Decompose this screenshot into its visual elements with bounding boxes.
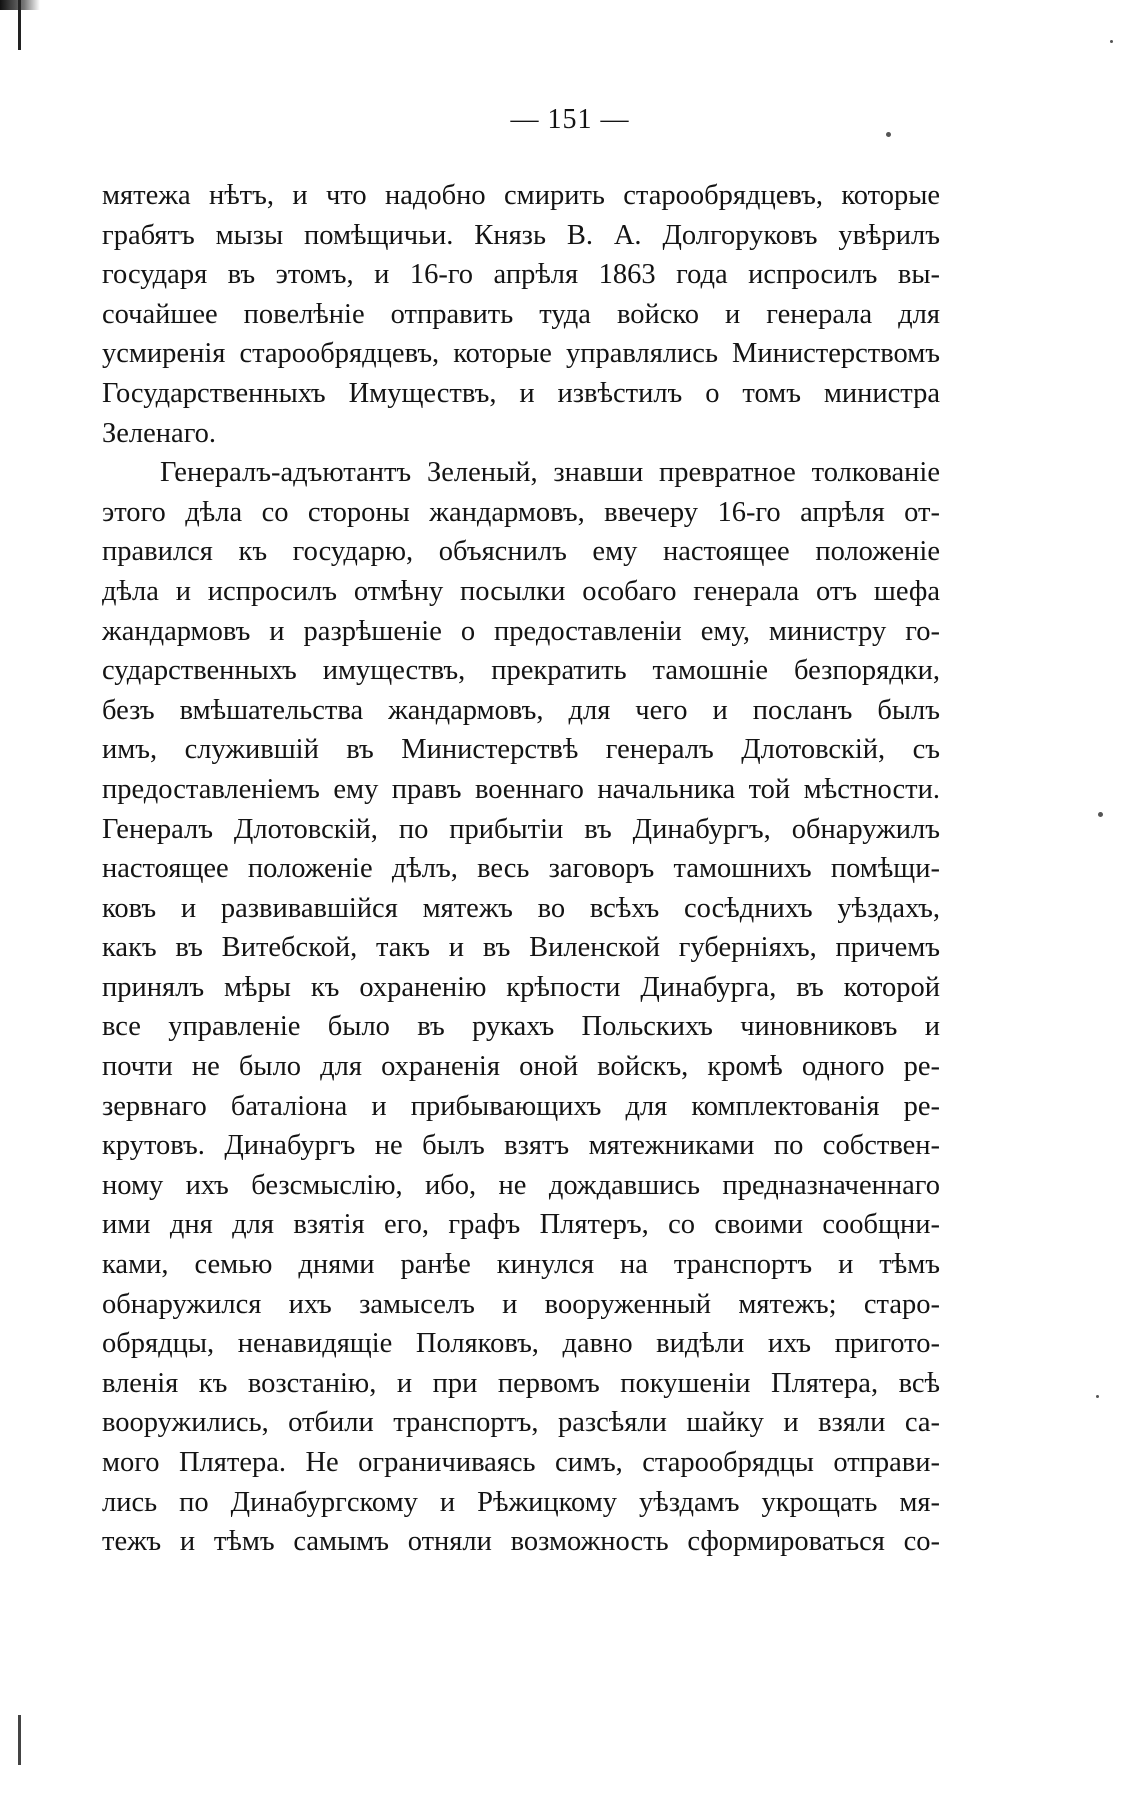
- text-line: Государственныхъ Имуществъ, и извѣстилъ о томъ министра: [102, 377, 940, 409]
- text-line: ковъ и развивавшійся мятежъ во всѣхъ сосѣднихъ уѣздахъ,: [102, 892, 940, 924]
- text-line: ному ихъ безсмыслію, ибо, не дождавшись предназначеннаго: [102, 1169, 940, 1201]
- scan-edge-mark: [18, 1715, 21, 1765]
- text-line: грабятъ мызы помѣщичьи. Князь В. А. Долгоруковъ увѣрилъ: [102, 219, 940, 251]
- text-line: вленія къ возстанію, и при первомъ покушеніи Плятера, всѣ: [102, 1367, 940, 1399]
- text-line: вооружились, отбили транспортъ, разсѣяли шайку и взяли са-: [102, 1407, 940, 1439]
- text-line: тежъ и тѣмъ самымъ отняли возможность сформироваться со-: [102, 1526, 940, 1558]
- text-line: сударственныхъ имуществъ, прекратить тамошніе безпорядки,: [102, 655, 940, 687]
- text-line: мого Плятера. Не ограничиваясь симъ, старообрядцы отправи-: [102, 1447, 940, 1478]
- text-line: государя въ этомъ, и 16-го апрѣля 1863 года испросилъ вы-: [102, 259, 940, 291]
- text-line: принялъ мѣры къ охраненію крѣпости Динабурга, въ которой: [102, 971, 940, 1003]
- text-line: ими дня для взятія его, графъ Плятеръ, со своими сообщни-: [102, 1209, 940, 1241]
- text-line: крутовъ. Динабургъ не былъ взятъ мятежниками по собствен-: [102, 1130, 940, 1162]
- text-line: лись по Динабургскому и Рѣжицкому уѣздамъ укрощать мя-: [102, 1486, 940, 1518]
- text-line: зервнаго баталіона и прибывающихъ для комплектованія ре-: [102, 1090, 940, 1122]
- text-line: правился къ государю, объяснилъ ему настоящее положеніе: [102, 536, 940, 568]
- scan-speck: [1110, 40, 1113, 43]
- text-line: дѣла и испросилъ отмѣну посылки особаго генерала отъ шефа: [102, 575, 940, 607]
- text-line: обрядцы, ненавидящіе Поляковъ, давно видѣли ихъ пригото-: [102, 1328, 940, 1360]
- text-line: Генералъ-адъютантъ Зеленый, знавши превратное толкованіе: [160, 457, 940, 489]
- scan-speck: [1098, 812, 1103, 817]
- text-line: настоящее положеніе дѣлъ, весь заговоръ тамошнихъ помѣщи-: [102, 853, 940, 885]
- text-line: все управленіе было въ рукахъ Польскихъ чиновниковъ и: [102, 1011, 940, 1043]
- text-line: почти не было для охраненія оной войскъ, кромѣ одного ре-: [102, 1051, 940, 1083]
- text-line: сочайшее повелѣніе отправить туда войско и генерала для: [102, 298, 940, 330]
- scan-speck: [1096, 1395, 1099, 1398]
- text-line: имъ, служившій въ Министерствѣ генералъ Длотовскій, съ: [102, 734, 940, 766]
- text-line: этого дѣла со стороны жандармовъ, ввечеру 16-го апрѣля от-: [102, 496, 940, 528]
- text-line: предоставленіемъ ему правъ военнаго начальника той мѣстности.: [102, 773, 940, 805]
- page-number: — 151 —: [510, 104, 630, 135]
- text-line: какъ въ Витебской, такъ и въ Виленской губерніяхъ, причемъ: [102, 932, 940, 964]
- text-line: ками, семью днями ранѣе кинулся на транспортъ и тѣмъ: [102, 1249, 940, 1281]
- text-line: обнаружился ихъ замыселъ и вооруженный мятежъ; старо-: [102, 1288, 940, 1320]
- text-line: усмиренія старообрядцевъ, которые управлялись Министерствомъ: [102, 338, 940, 370]
- body-text: [102, 176, 940, 1562]
- text-line: жандармовъ и разрѣшеніе о предоставленіи ему, министру го-: [102, 615, 940, 647]
- scan-edge-mark: [18, 0, 21, 50]
- text-line: Зеленаго.: [102, 417, 217, 449]
- text-line: безъ вмѣшательства жандармовъ, для чего и посланъ былъ: [102, 694, 940, 726]
- text-line: мятежа нѣтъ, и что надобно смирить старообрядцевъ, которые: [102, 180, 940, 211]
- text-line: Генералъ Длотовскій, по прибытіи въ Динабургъ, обнаружилъ: [102, 813, 940, 845]
